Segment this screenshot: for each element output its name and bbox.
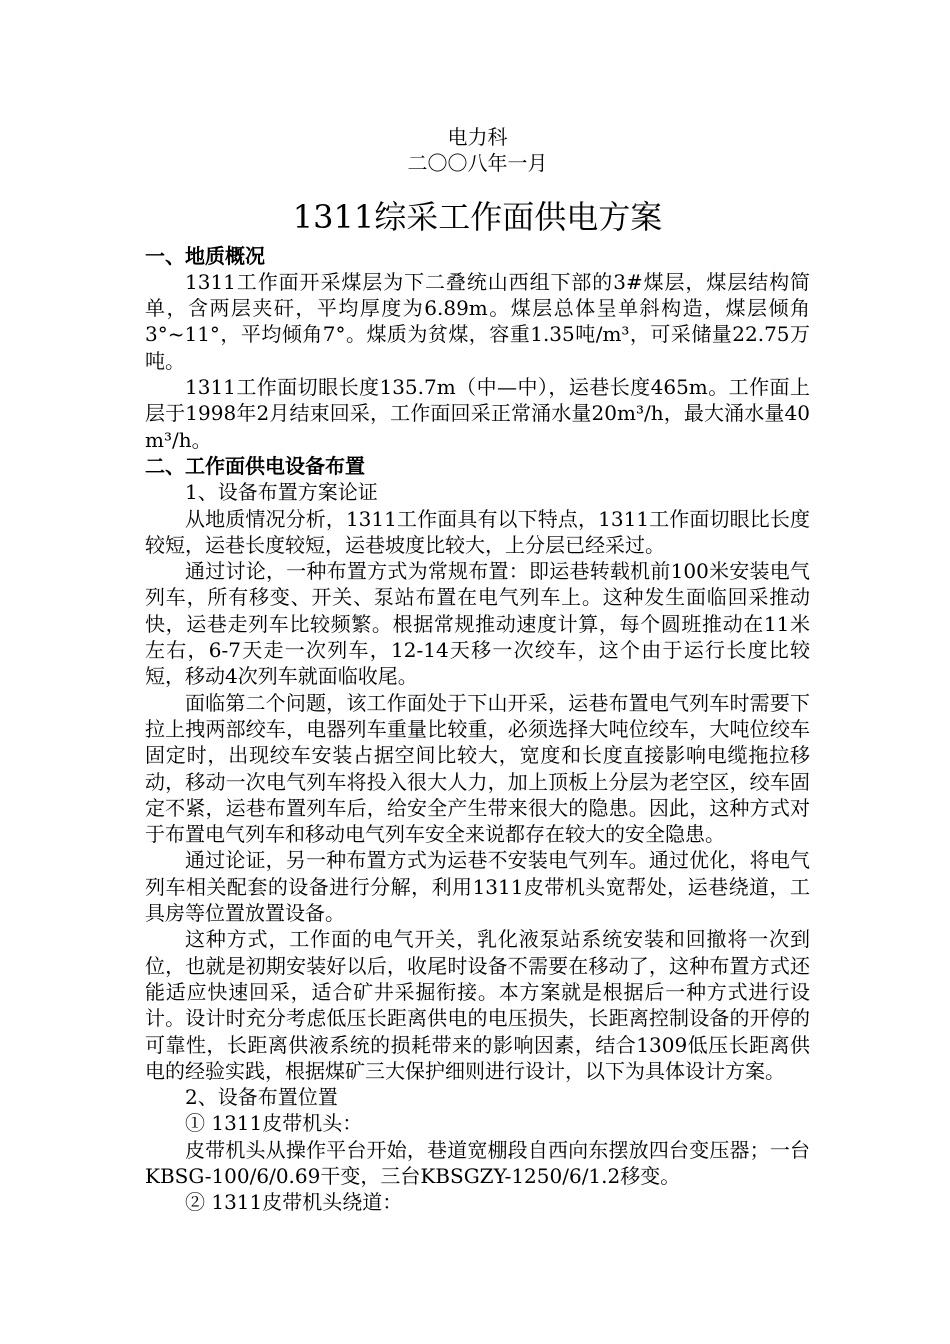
section-heading-geology: 一、地质概况 (145, 243, 265, 268)
subheading: 1、设备布置方案论证 (185, 480, 378, 505)
paragraph: 1311工作面开采煤层为下二叠统山西组下部的3#煤层，煤层结构简单，含两层夹矸，平均厚度为6.89m。煤层总体呈单斜构造，煤层倾角3°~11°，平均倾角7°。煤质为贫煤，容重1.35吨/m³，可采储量22.75万吨。 (145, 269, 810, 373)
paragraph: 通过讨论，一种布置方式为常规布置：即运巷转载机前100米安装电气列车，所有移变、开关、泵站布置在电气列车上。这种发生面临回采推动快，运巷走列车比较频繁。根据常规推动速度计算，每个圆班推动在11米左右，6-7天走一次列车，12-14天移一次绞车，这个由于运行长度比较短，移动4次列车就面临收尾。 (145, 559, 810, 689)
paragraph: 这种方式，工作面的电气开关，乳化液泵站系统安装和回撤将一次到位，也就是初期安装好以后，收尾时设备不需要在移动了，这种布置方式还能适应快速回采，适合矿井采掘衔接。本方案就是根据后一种方式进行设计。设计时充分考虑低压长距离供电的电压损失，长距离控制设备的开停的可靠性，长距离供液系统的损耗带来的影响因素，结合1309低压长距离供电的经验实践，根据煤矿三大保护细则进行设计，以下为具体设计方案。 (145, 927, 810, 1083)
section-heading-equipment: 二、工作面供电设备布置 (145, 453, 365, 478)
document-page (145, 118, 810, 1216)
document-title: 1311综采工作面供电方案 (292, 197, 663, 236)
paragraph: 1311工作面切眼长度135.7m（中—中），运巷长度465m。工作面上层于1998年2月结束回采，工作面回采正常涌水量20m³/h，最大涌水量40 m³/h。 (145, 375, 810, 452)
paragraph: 通过论证，另一种布置方式为运巷不安装电气列车。通过优化，将电气列车相关配套的设备进行分解，利用1311皮带机头宽帮处，运巷绕道，工具房等位置放置设备。 (145, 848, 810, 926)
paragraph: 面临第二个问题，该工作面处于下山开采，运巷布置电气列车时需要下拉上拽两部绞车，电器列车重量比较重，必须选择大吨位绞车，大吨位绞车固定时，出现绞车安装占据空间比较大，宽度和长度直接影响电缆拖拉移动，移动一次电气列车将投入很大人力，加上顶板上分层为老空区，绞车固定不紧，运巷布置列车后，给安全产生带来很大的隐患。因此，这种方式对于布置电气列车和移动电气列车安全来说都存在较大的安全隐患。 (145, 690, 810, 847)
department-label: 电力科 (447, 125, 508, 149)
list-item: ② 1311皮带机头绕道： (185, 1190, 403, 1215)
paragraph: 从地质情况分析，1311工作面具有以下特点，1311工作面切眼比长度较短，运巷长度较短，运巷坡度比较大，上分层已经采过。 (145, 506, 810, 557)
subheading: 2、设备布置位置 (185, 1085, 338, 1110)
document-date: 二〇〇八年一月 (407, 151, 548, 176)
list-item: ① 1311皮带机头： (185, 1111, 363, 1136)
paragraph: 皮带机头从操作平台开始，巷道宽棚段自西向东摆放四台变压器；一台KBSG-100/6/0.69干变，三台KBSGZY-1250/6/1.2移变。 (145, 1137, 810, 1188)
